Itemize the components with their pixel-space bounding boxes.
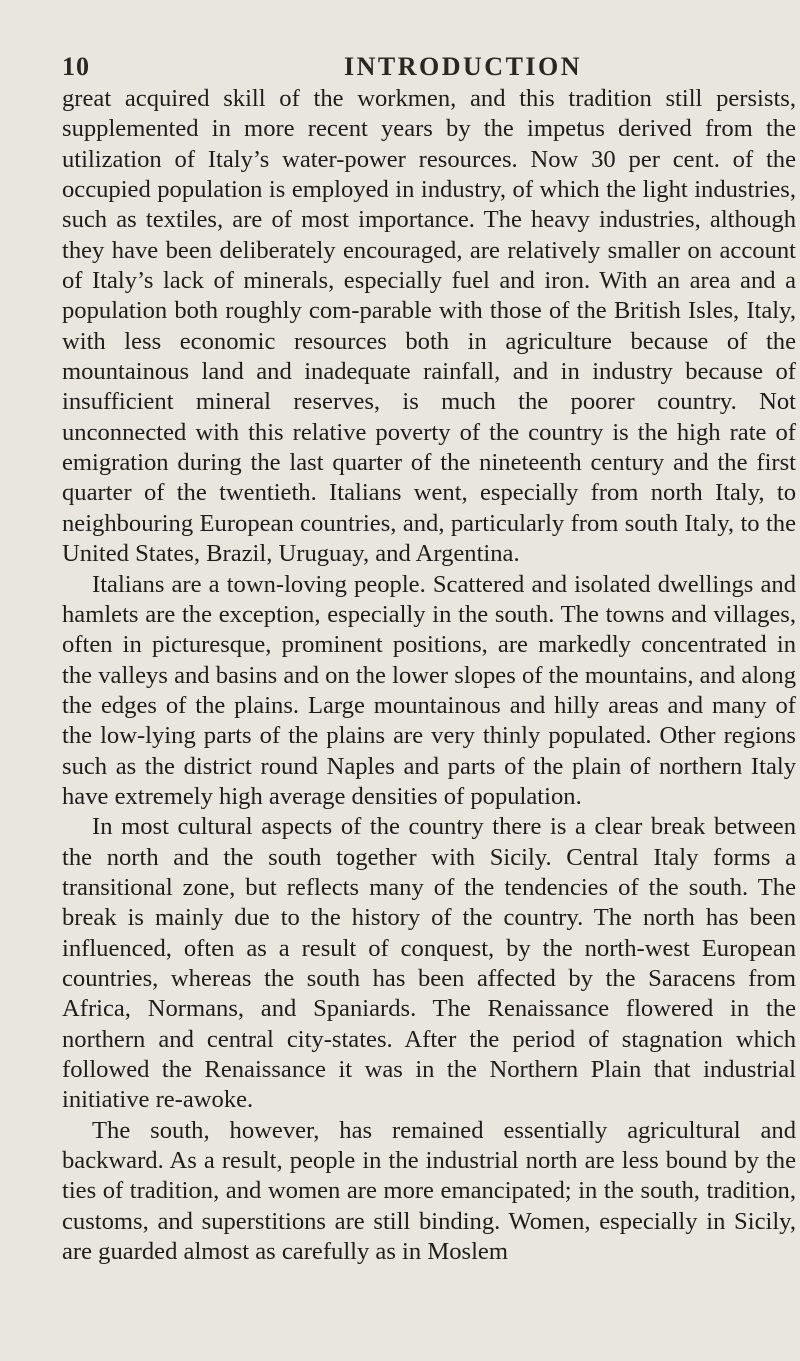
paragraph-3: In most cultural aspects of the country there is a clear break between the north and the south together with Sicily. Central Italy forms a transitional zone, but reflects many of the tendencies of the south. The break is mainly due to the history of the country. The north has been influenced, often as a result of conquest, by the north-west European countries, whereas the south has been affected by the Saracens from Africa, Normans, and Spaniards. The Renaissance flowered in the northern and central city-states. After the period of stagnation which followed the Renaissance it was in the Northern Plain that industrial initiative re-awoke. — [62, 813, 796, 1114]
paragraph-4: The south, however, has remained essentially agricultural and backward. As a result, people in the industrial north are less bound by the ties of tradition, and women are more emancipated; in the south, tradition, customs, and superstitions are still binding. Women, especially in Sicily, are guarded almost as carefully as in Moslem — [62, 1116, 796, 1266]
page-number: 10 — [62, 52, 90, 81]
body-text — [62, 84, 796, 1267]
chapter-title: INTRODUCTION — [344, 52, 583, 81]
paragraph-1: great acquired skill of the workmen, and this tradition still persists, supplemented in more recent years by the impetus derived from the utilization of Italy’s water-power resources. Now 30 per cent. of the occupied population is employed in industry, of which the light industries, such as textiles, are of most importance. The heavy industries, although they have been deliberately encouraged, are relatively smaller on account of Italy’s lack of minerals, especially fuel and iron. With an area and a population both roughly com-parable with those of the British Isles, Italy, with less economic resources both in agriculture because of the mountainous land and inadequate rainfall, and in industry because of insufficient mineral reserves, is much the poorer country. Not unconnected with this relative poverty of the country is the high rate of emigration during the last quarter of the nineteenth century and the first quarter of the twentieth. Italians went, especially from north Italy, to neighbouring European countries, and, particularly from south Italy, to the United States, Brazil, Uruguay, and Argentina. — [62, 85, 796, 568]
running-head — [62, 52, 762, 84]
paragraph-2: Italians are a town-loving people. Scattered and isolated dwellings and hamlets are the exception, especially in the south. The towns and villages, often in picturesque, prominent positions, are markedly concentrated in the valleys and basins and on the lower slopes of the mountains, and along the edges of the plains. Large mountainous and hilly areas and many of the low-lying parts of the plains are very thinly populated. Other regions such as the district round Naples and parts of the plain of northern Italy have extremely high average densities of population. — [62, 570, 796, 810]
